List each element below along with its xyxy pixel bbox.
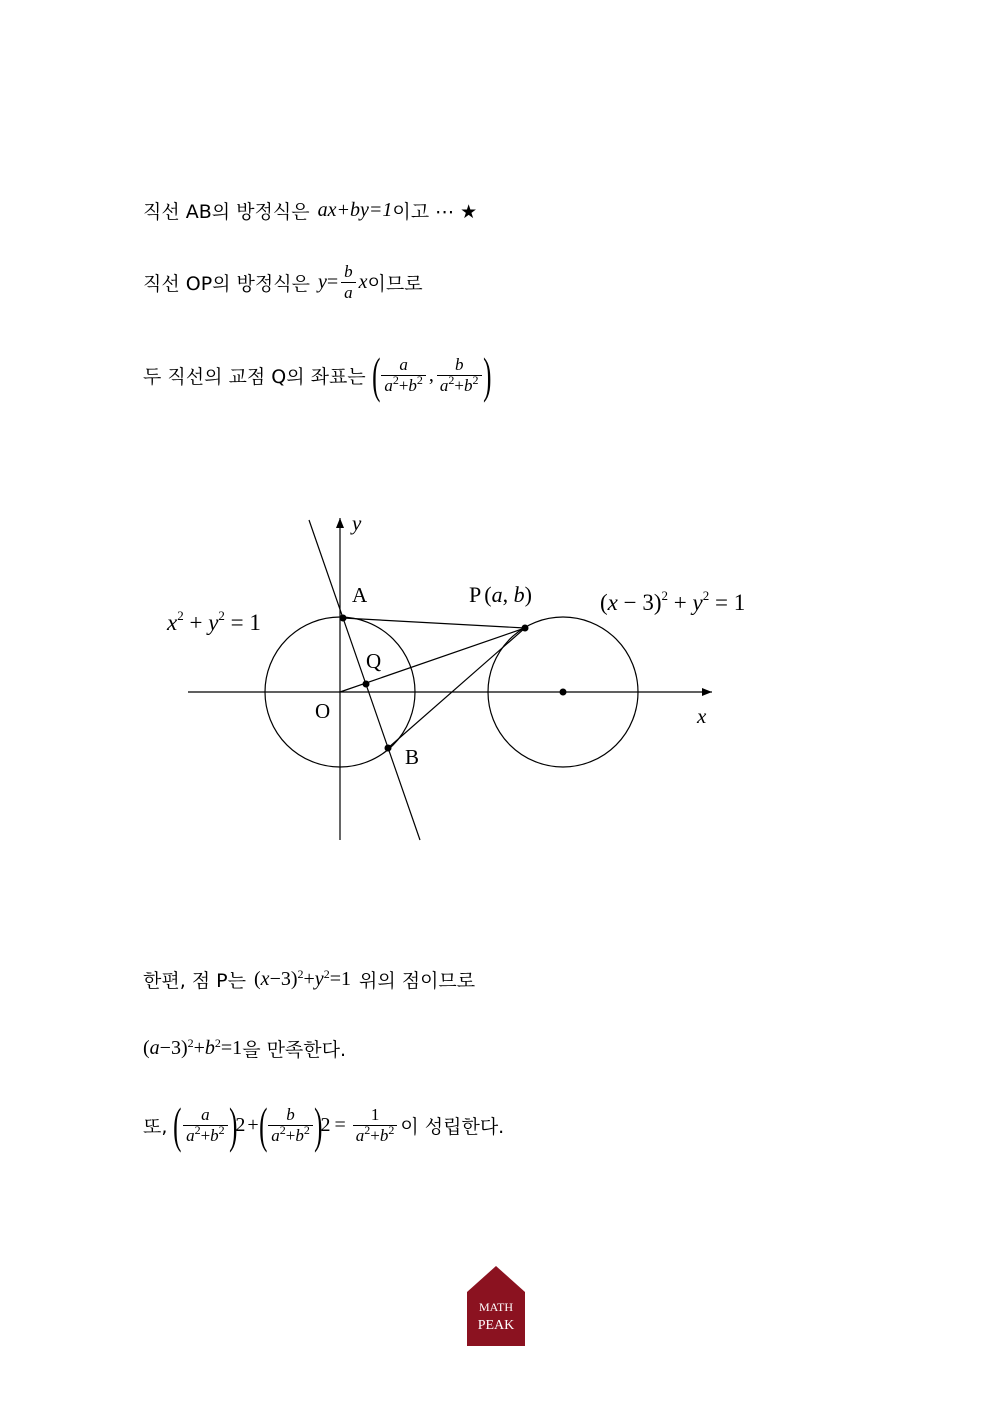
tangent-pb bbox=[388, 628, 525, 748]
point-p bbox=[522, 625, 529, 632]
q-x-fraction bbox=[381, 355, 426, 396]
equals-sign: = bbox=[334, 1113, 346, 1136]
identity-frac-result bbox=[353, 1105, 398, 1146]
label-a: A bbox=[352, 583, 368, 607]
op-equals: = bbox=[326, 271, 339, 293]
circle2-equation: $(x - 3)^2 + y^2 = 1$ bbox=[600, 588, 746, 615]
plus-sign: + bbox=[247, 1113, 259, 1136]
p-circle-equation: $(x-3)^2+y^2=1$ bbox=[254, 966, 351, 990]
paren-close-2: ) bbox=[314, 1097, 323, 1153]
p-label: 한편, 점 P는 bbox=[143, 970, 246, 992]
slope-denominator: a bbox=[341, 282, 356, 303]
x-axis-label: x bbox=[697, 704, 707, 728]
ab-tail: 이고 ⋯ ★ bbox=[392, 201, 478, 223]
logo-line1: MATH bbox=[478, 1300, 514, 1314]
op-x: x bbox=[358, 271, 368, 293]
op-slope-fraction bbox=[341, 262, 356, 303]
text-line-q-coordinates bbox=[143, 347, 491, 403]
q-y-denominator: $a^2+b^2$ bbox=[437, 375, 482, 396]
identity-frac-a bbox=[183, 1105, 228, 1146]
text-line-op-equation bbox=[143, 262, 423, 303]
identity-frac-a-num: a bbox=[201, 1104, 210, 1124]
ab-circle-equation: $(a-3)^2+b^2=1$ bbox=[143, 1035, 243, 1059]
identity-frac-b-num: b bbox=[286, 1104, 295, 1124]
left-paren: ( bbox=[371, 347, 381, 403]
q-y-numerator: b bbox=[454, 354, 464, 374]
ab-label: 직선 AB의 방정식은 bbox=[143, 201, 310, 223]
op-label: 직선 OP의 방정식은 bbox=[143, 273, 310, 295]
q-y-fraction bbox=[437, 355, 482, 396]
paren-open-2: ( bbox=[258, 1097, 268, 1153]
identity-frac-b bbox=[268, 1105, 313, 1146]
op-y: y bbox=[317, 271, 327, 293]
line-ab bbox=[309, 520, 420, 840]
label-b: B bbox=[405, 745, 420, 769]
y-axis-label: y bbox=[352, 511, 362, 535]
point-b bbox=[385, 745, 392, 752]
text-line-ab-equation bbox=[143, 197, 477, 224]
geometry-diagram bbox=[0, 500, 992, 860]
text-line-satisfies bbox=[143, 1035, 346, 1062]
ab-equation: ax+by=1 bbox=[317, 199, 393, 221]
slope-numerator: b bbox=[344, 262, 353, 281]
also-label: 또, bbox=[143, 1115, 168, 1138]
right-paren: ) bbox=[482, 347, 491, 403]
x-axis-arrow bbox=[702, 688, 712, 696]
satisfies-tail: 을 만족한다. bbox=[242, 1039, 347, 1061]
point-q bbox=[363, 681, 370, 688]
identity-frac-b-den: $a^2+b^2$ bbox=[268, 1125, 313, 1146]
q-comma: , bbox=[428, 363, 434, 386]
paren-open-1: ( bbox=[173, 1097, 182, 1153]
circle1-equation: $x^2 + y^2 = 1$ bbox=[167, 608, 261, 635]
op-tail: 이므로 bbox=[367, 273, 423, 295]
paren-close-1: ) bbox=[228, 1097, 238, 1153]
p-tail: 위의 점이므로 bbox=[358, 970, 476, 992]
center-point bbox=[560, 689, 567, 696]
q-label: 두 직선의 교점 Q의 좌표는 bbox=[143, 365, 366, 388]
origin-label: O bbox=[315, 699, 331, 723]
identity-frac-a-den: $a^2+b^2$ bbox=[183, 1125, 228, 1146]
math-peak-logo bbox=[467, 1266, 525, 1346]
logo-line2: PEAK bbox=[477, 1318, 515, 1333]
label-p: P (a, b) bbox=[469, 582, 532, 607]
identity-frac-result-num: 1 bbox=[370, 1104, 380, 1124]
identity-tail: 이 성립한다. bbox=[400, 1115, 505, 1138]
identity-frac-result-den: $a^2+b^2$ bbox=[353, 1125, 398, 1146]
text-line-p-on-circle bbox=[143, 966, 475, 993]
label-q: Q bbox=[366, 649, 382, 673]
point-a bbox=[340, 615, 347, 622]
text-line-identity: 또, ( $\frac{a}{a^2+b^2}$ ) 2 + ( $\frac{b}{a^2+b^2}$ ) 2 = $\frac{1}{a^2+b^2}$ 이 성립한다. bbox=[143, 1097, 505, 1153]
y-axis-arrow bbox=[336, 518, 344, 528]
q-x-denominator: $a^2+b^2$ bbox=[381, 375, 426, 396]
q-x-numerator: a bbox=[399, 354, 408, 374]
